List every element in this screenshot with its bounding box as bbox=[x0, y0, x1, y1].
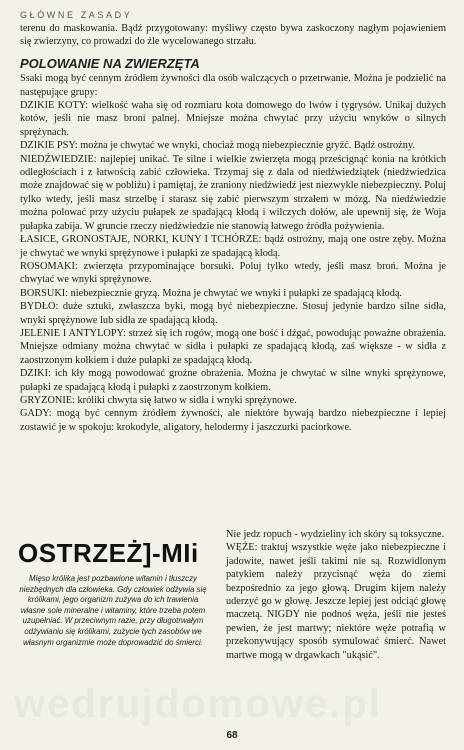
warning-title: OSTRZEŻ]-MIi bbox=[18, 538, 199, 568]
paragraph-cattle: BYDŁO: duże sztuki, zwłaszcza byki, mogą być niebezpieczne. Stosuj jedynie bardzo silne sidła, wnyki sprężynowe lub sidła ze spadającą kłodą. bbox=[20, 301, 446, 326]
paragraph-boars: DZIKI: ich kły mogą powodować groźne obrażenia. Można je chwytać w silne wnyki sprężynowe, pułapki ze spadającą kłodą i pułapki z zaostrzonym kołkiem. bbox=[20, 368, 446, 393]
warning-box bbox=[18, 538, 208, 648]
main-text-column bbox=[20, 22, 446, 434]
paragraph-toads: Nie jedz ropuch - wydzieliny ich skóry są toksyczne. bbox=[226, 529, 445, 540]
page-number: 68 bbox=[226, 730, 238, 741]
right-text-column bbox=[226, 528, 446, 662]
paragraph-deer: JELENIE I ANTYLOPY: strzeż się ich rogów, mogą one bość i dźgać, powodując poważne obrażenia. Mniejsze odmiany można chwytać w sidła i pułapki ze spadającą kłodą, zaś większe - w sidła z zaostrzonym kołkiem i duże pułapki ze spadającą kłodą. bbox=[20, 327, 446, 366]
section-title: POLOWANIE NA ZWIERZĘTA bbox=[20, 55, 200, 71]
running-header: GŁÓWNE ZASADY bbox=[20, 10, 133, 20]
paragraph-wild-cats: DZIKIE KOTY: wielkość waha się od rozmiaru kota domowego do lwów i tygrysów. Unikaj dużych kotów, jeśli nie masz broni palnej. Mniejsze można chwytać przy użyciu wnyków o silnych sprężynach. bbox=[20, 100, 446, 138]
paragraph-wild-dogs: DZIKIE PSY: można je chwytać we wnyki, chociaż mogą niebezpiecznie gryźć. Bądź ostrożny. bbox=[20, 140, 415, 152]
paragraph-wolverines: ROSOMAKI: zwierzęta przypominające borsuki. Poluj tylko wtedy, jeśli masz broń. Można je chwytać we wnyki sprężynowe. bbox=[20, 260, 446, 286]
paragraph-rodents: GRYZONIE: króliki chwyta się łatwo w sidła i wnyki sprężynowe. bbox=[20, 394, 297, 406]
paragraph-weasels: ŁASICE, GRONOSTAJE, NORKI, KUNY I TCHÓRZE: bądź ostrożny, mają one ostre zęby. Można je chwytać we wnyki sprężynowe i pułapki ze spadającą kłodą. bbox=[20, 234, 446, 259]
intro-paragraph: terenu do maskowania. Bądź przygotowany: myśliwy często bywa zaskoczony nagłym pojawieniem się zwierzyny, co prowadzi do źle wycelowanego strzału. bbox=[20, 23, 446, 48]
watermark: wedrujdomowe.pl bbox=[14, 682, 382, 726]
paragraph-snakes: WĘŻE: traktuj wszystkie węże jako niebezpieczne i jadowite, nawet jeśli takimi nie są. Rozwidlonym patykiem należy przycisnąć węża do ziemi bezpośrednio za jego głową. Drugim kijem należy uderzyć go w głowę. Jeszcze lepiej jest odciąć głowę maczetą. NIGDY nie podnoś węża, jeśli nie jesteś pewien, że jest martwy; niektóre węże potrafią w przekonywujący sposób symulować śmierć. Nawet martwe mogą w drgawkach "ukąsić". bbox=[226, 542, 446, 661]
paragraph-intro-mammals: Ssaki mogą być cennym źródłem żywności dla osób walczących o przetrwanie. Można je podzielić na następujące grupy: bbox=[20, 73, 446, 98]
warning-body: Mięso królika jest pozbawione witamin i tłuszczy niezbędnych dla człowieka. Gdy człowiek odżywia się królikami, jego organizm zużywa do ich trawienia własne sole mineralne i witaminy, które trzeba potem uzupełniać. W przeciwnym razie, przy długotrwałym odżywianiu się królikami, zużycie tych zasobów we własnym organizmie może doprowadzić do śmierci. bbox=[19, 574, 207, 647]
paragraph-badgers: BORSUKI: niebezpiecznie gryzą. Można je chwytać we wnyki i pułapki ze spadającą kłodą. bbox=[20, 287, 402, 299]
paragraph-bears: NIEDŹWIEDZIE: najlepiej unikać. Te silne i wielkie zwierzęta mogą prześcignąć konia na krótkich odległościach i z łatwością zabić człowieka. Trzymaj się z dala od niedźwiedziątek (niedźwiedzica może znajdować się w pobliżu) i pamiętaj, że zraniony niedźwiedź jest niezwykle niebezpieczny. Poluj tylko wtedy, jeśli masz strzelbę i starasz się zabić pierwszym strzałem w mózg. Na niedźwiedzie można polować przy użyciu pułapek ze spadającą kłodą i wilczych dołów, ale upewnij się, że Woja pułapka zabija. W gruncie rzeczy niedźwiedzie nie stanowią łatwego źródła pożywienia. bbox=[20, 153, 446, 232]
paragraph-reptiles: GADY: mogą być cennym źródłem żywności, ale niektóre bywają bardzo niebezpieczne i lepiej zostawić je w spokoju: krokodyle, aligatory, helodermy i jaszczurki paciorkowe. bbox=[20, 408, 446, 433]
